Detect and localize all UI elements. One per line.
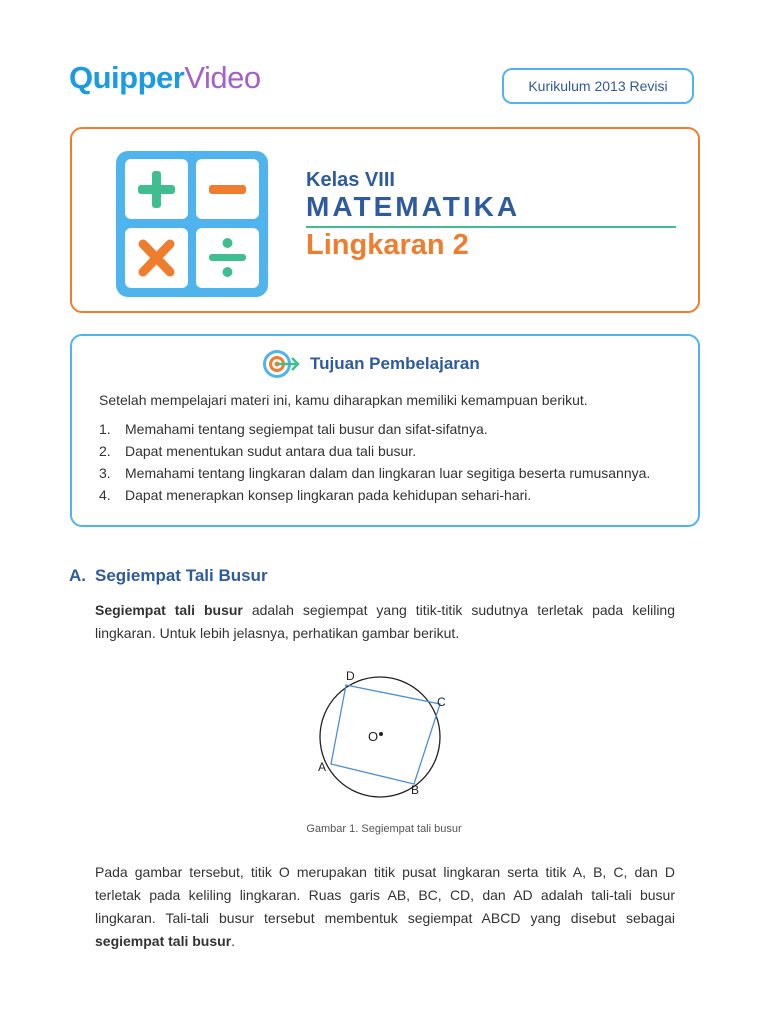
cyclic-quadrilateral-figure xyxy=(310,664,460,804)
curriculum-badge: Kurikulum 2013 Revisi xyxy=(502,68,694,104)
circle-outline xyxy=(320,677,440,797)
objectives-header xyxy=(262,348,480,380)
section-title: Segiempat Tali Busur xyxy=(95,566,268,585)
list-number: 3. xyxy=(99,465,111,481)
title-card xyxy=(70,127,700,313)
paragraph-text: Pada gambar tersebut, titik O merupakan titik pusat lingkaran serta titik A, B, C, dan D terletak pada keliling lingkaran. Ruas garis AB, BC, CD, dan AD adalah tali-tali busur lingkaran. Tali-tali busur tersebut membentuk segiempat ABCD yang disebut sebagai xyxy=(95,864,675,926)
list-text: Dapat menentukan sudut antara dua tali busur. xyxy=(125,443,417,459)
list-item xyxy=(99,462,650,484)
label-c: C xyxy=(437,695,446,709)
logo-quipper-text: Quipper xyxy=(69,60,185,95)
objectives-title: Tujuan Pembelajaran xyxy=(310,354,480,373)
list-text: Dapat menerapkan konsep lingkaran pada kehidupan sehari-hari. xyxy=(125,487,532,503)
paragraph-text: adalah segiempat yang titik-titik sudutnya terletak pada keliling lingkaran. Untuk lebih jelasnya, perhatikan gambar berikut. xyxy=(95,602,675,641)
list-item xyxy=(99,484,650,506)
list-number: 2. xyxy=(99,443,111,459)
list-number: 1. xyxy=(99,421,111,437)
quadrilateral-abcd xyxy=(331,685,440,784)
target-icon xyxy=(262,348,302,380)
list-number: 4. xyxy=(99,487,111,503)
bold-term: Segiempat tali busur xyxy=(95,602,243,618)
objectives-list xyxy=(99,418,650,506)
list-text: Memahami tentang lingkaran dalam dan lingkaran luar segitiga beserta rumusannya. xyxy=(125,465,651,481)
section-heading xyxy=(69,566,268,586)
topic-title: Lingkaran 2 xyxy=(306,229,469,261)
subject-title: MATEMATIKA xyxy=(306,191,521,222)
list-text: Memahami tentang segiempat tali busur dan sifat-sifatnya. xyxy=(125,421,488,437)
learning-objectives-box xyxy=(70,334,700,527)
center-point xyxy=(379,732,383,736)
figure-caption: Gambar 1. Segiempat tali busur xyxy=(306,823,462,835)
calculator-icon xyxy=(116,151,268,297)
bold-term: segiempat tali busur xyxy=(95,933,232,949)
label-d: D xyxy=(346,669,355,683)
explanation-paragraph xyxy=(95,861,675,953)
title-divider xyxy=(306,226,676,228)
paragraph-end: . xyxy=(231,933,236,949)
label-b: B xyxy=(411,783,420,797)
list-item xyxy=(99,418,650,440)
class-label: Kelas VIII xyxy=(306,169,395,191)
quipper-video-logo xyxy=(69,58,261,98)
label-a: A xyxy=(318,760,327,774)
logo-video-text: Video xyxy=(184,60,261,95)
label-o: O xyxy=(368,729,379,744)
list-item xyxy=(99,440,650,462)
section-letter: A. xyxy=(69,566,86,585)
objectives-intro: Setelah mempelajari materi ini, kamu diharapkan memiliki kemampuan berikut. xyxy=(99,392,588,408)
definition-paragraph xyxy=(95,599,675,645)
